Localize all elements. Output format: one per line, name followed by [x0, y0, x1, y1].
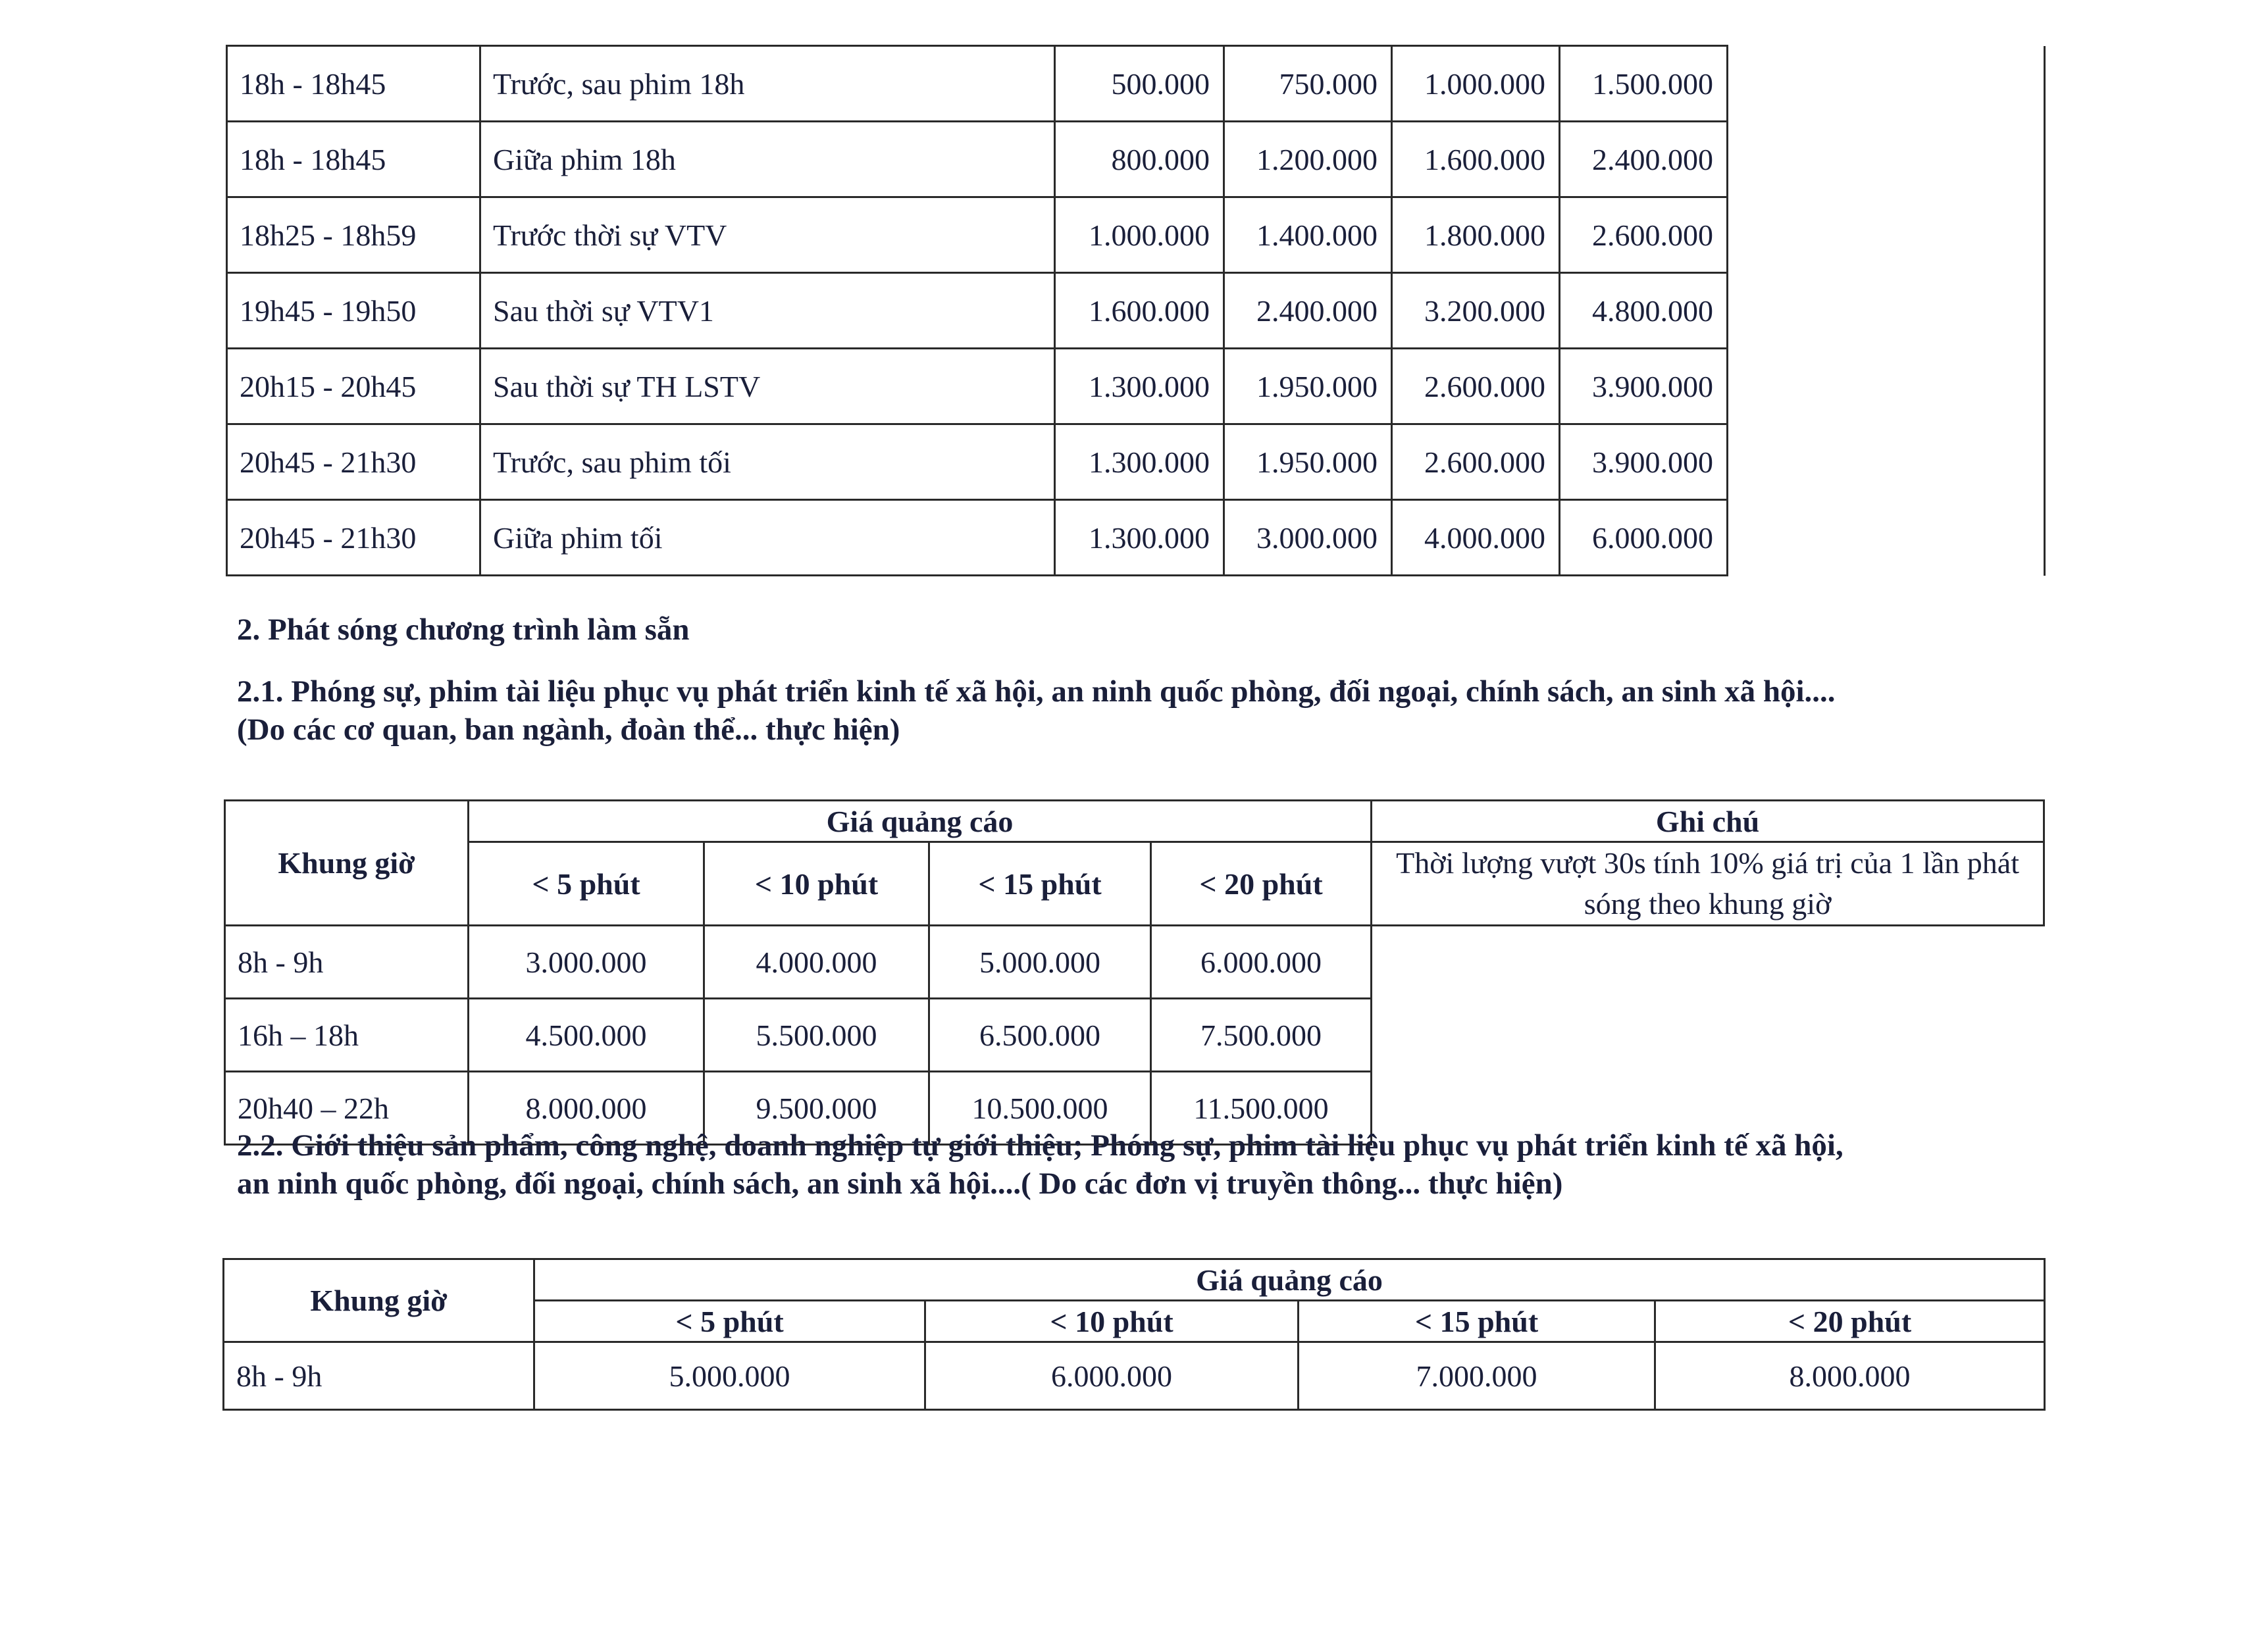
table-row: [225, 999, 2044, 1072]
time-cell: 18h - 18h45: [227, 46, 480, 122]
price-cell: 4.000.000: [1392, 500, 1560, 576]
note-cell: Thời lượng vượt 30s tính 10% giá trị của 1 lần phát sóng theo khung giờ: [1372, 842, 2044, 926]
header-duration-20: < 20 phút: [1655, 1301, 2045, 1342]
time-cell: 18h - 18h45: [227, 122, 480, 197]
header-duration-15: < 15 phút: [929, 842, 1151, 926]
price-cell: 6.000.000: [925, 1342, 1299, 1410]
price-cell: 1.300.000: [1055, 500, 1224, 576]
header-price: Giá quảng cáo: [469, 801, 1372, 842]
price-cell: 6.000.000: [1151, 926, 1372, 999]
price-cell: 6.000.000: [1560, 500, 1728, 576]
price-cell: 9.500.000: [704, 1072, 929, 1145]
header-row: [225, 801, 2044, 842]
time-cell: 19h45 - 19h50: [227, 273, 480, 349]
price-cell: 10.500.000: [929, 1072, 1151, 1145]
price-cell: 1.600.000: [1392, 122, 1560, 197]
subsection-title-2-1-line2: (Do các cơ quan, ban ngành, đoàn thể... thực hiện): [237, 713, 900, 747]
table-row: [224, 1342, 2045, 1410]
price-cell: 1.500.000: [1560, 46, 1728, 122]
header-duration-5: < 5 phút: [469, 842, 704, 926]
header-time: Khung giờ: [225, 801, 469, 926]
price-cell: 4.800.000: [1560, 273, 1728, 349]
desc-cell: Sau thời sự VTV1: [480, 273, 1055, 349]
section-title: 2. Phát sóng chương trình làm sẵn: [237, 613, 690, 647]
price-cell: 1.400.000: [1224, 197, 1392, 273]
desc-cell: Giữa phim tối: [480, 500, 1055, 576]
price-cell: 7.000.000: [1299, 1342, 1655, 1410]
time-cell: 16h – 18h: [225, 999, 469, 1072]
header-time: Khung giờ: [224, 1259, 534, 1342]
price-cell: 8.000.000: [469, 1072, 704, 1145]
price-cell: 750.000: [1224, 46, 1392, 122]
price-cell: 1.600.000: [1055, 273, 1224, 349]
time-cell: 20h45 - 21h30: [227, 424, 480, 500]
desc-cell: Trước thời sự VTV: [480, 197, 1055, 273]
price-cell: 3.000.000: [1224, 500, 1392, 576]
time-cell: 18h25 - 18h59: [227, 197, 480, 273]
subsection-title-2-1-line1: 2.1. Phóng sự, phim tài liệu phục vụ phát triển kinh tế xã hội, an ninh quốc phòng, đối ngoại, chính sách, an sinh xã hội....: [237, 674, 1836, 709]
price-cell: 1.300.000: [1055, 349, 1224, 424]
header-duration-10: < 10 phút: [925, 1301, 1299, 1342]
header-note: Ghi chú: [1372, 801, 2044, 842]
table-row: [225, 926, 2044, 999]
time-cell: 20h40 – 22h: [225, 1072, 469, 1145]
price-cell: 1.000.000: [1055, 197, 1224, 273]
desc-cell: Trước, sau phim 18h: [480, 46, 1055, 122]
price-cell: 7.500.000: [1151, 999, 1372, 1072]
price-cell: 1.950.000: [1224, 424, 1392, 500]
desc-cell: Sau thời sự TH LSTV: [480, 349, 1055, 424]
price-cell: 4.000.000: [704, 926, 929, 999]
price-cell: 3.900.000: [1560, 349, 1728, 424]
subsection-title-2-2-line1: 2.2. Giới thiệu sản phẩm, công nghệ, doanh nghiệp tự giới thiệu; Phóng sự, phim tài liệu phục vụ phát triển kinh tế xã hội,: [237, 1128, 1843, 1163]
time-cell: 8h - 9h: [225, 926, 469, 999]
price-cell: 2.600.000: [1392, 349, 1560, 424]
price-cell: 1.300.000: [1055, 424, 1224, 500]
price-cell: 2.400.000: [1560, 122, 1728, 197]
price-table-product-intro: [222, 1258, 2046, 1411]
price-cell: 2.400.000: [1224, 273, 1392, 349]
header-duration-20: < 20 phút: [1151, 842, 1372, 926]
header-duration-15: < 15 phút: [1299, 1301, 1655, 1342]
time-cell: 20h45 - 21h30: [227, 500, 480, 576]
price-cell: 1.950.000: [1224, 349, 1392, 424]
price-cell: 3.200.000: [1392, 273, 1560, 349]
price-cell: 1.000.000: [1392, 46, 1560, 122]
time-cell: 8h - 9h: [224, 1342, 534, 1410]
table-row: [227, 46, 2045, 122]
price-cell: 500.000: [1055, 46, 1224, 122]
time-cell: 20h15 - 20h45: [227, 349, 480, 424]
price-table-time-slots: [226, 45, 2046, 576]
subsection-title-2-2-line2: an ninh quốc phòng, đối ngoại, chính sách, an sinh xã hội....( Do các đơn vị truyền thông... thực hiện): [237, 1167, 1563, 1201]
price-cell: 1.200.000: [1224, 122, 1392, 197]
price-cell: 1.800.000: [1392, 197, 1560, 273]
price-cell: 800.000: [1055, 122, 1224, 197]
price-cell: 8.000.000: [1655, 1342, 2045, 1410]
price-cell: 6.500.000: [929, 999, 1151, 1072]
empty-column: [1728, 46, 2045, 576]
desc-cell: Trước, sau phim tối: [480, 424, 1055, 500]
price-cell: 11.500.000: [1151, 1072, 1372, 1145]
price-cell: 5.000.000: [929, 926, 1151, 999]
header-duration-10: < 10 phút: [704, 842, 929, 926]
price-cell: 2.600.000: [1392, 424, 1560, 500]
header-row: [224, 1259, 2045, 1301]
header-price: Giá quảng cáo: [534, 1259, 2045, 1301]
desc-cell: Giữa phim 18h: [480, 122, 1055, 197]
price-cell: 5.500.000: [704, 999, 929, 1072]
price-cell: 3.000.000: [469, 926, 704, 999]
price-cell: 5.000.000: [534, 1342, 925, 1410]
price-cell: 3.900.000: [1560, 424, 1728, 500]
header-duration-5: < 5 phút: [534, 1301, 925, 1342]
price-cell: 4.500.000: [469, 999, 704, 1072]
price-cell: 2.600.000: [1560, 197, 1728, 273]
subheader-row: [225, 842, 2044, 926]
price-table-documentary: [224, 799, 2045, 1146]
